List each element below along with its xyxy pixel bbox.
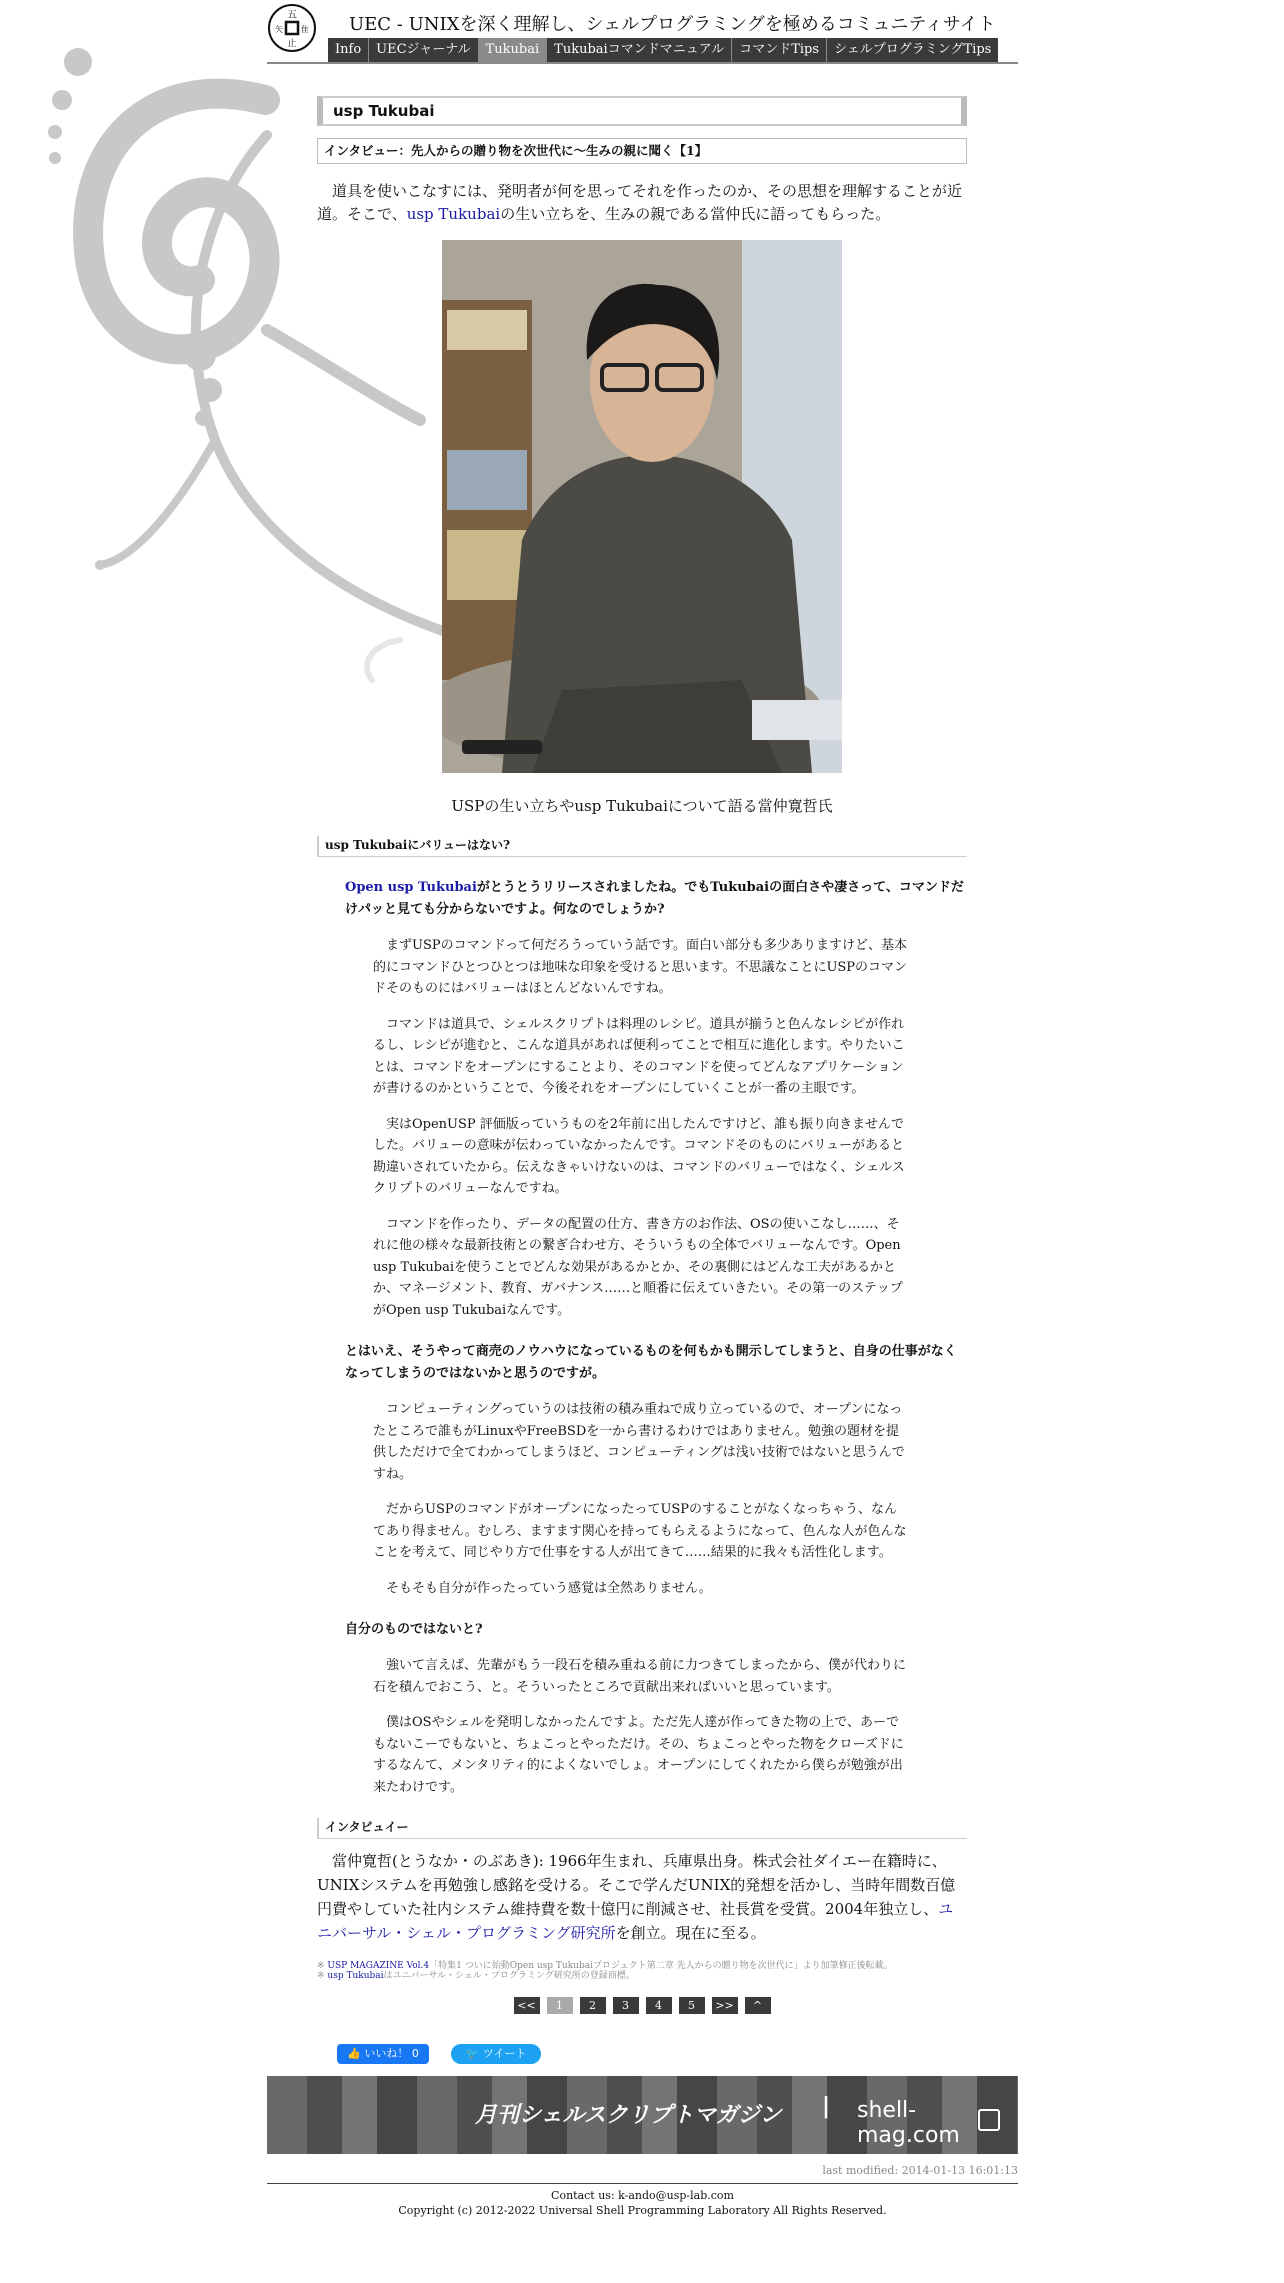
- profile-text-1: 當仲寛哲(とうなか・のぶあき): 1966年生まれ、兵庫県出身。株式会社ダイエー在籍時に、UNIXシステムを再勉強し感銘を受ける。そこで学んだUNIX的発想を活かし、当時年間数百億円費やしていた社内システム維持費を数十億円に削減させ、社長賞を受賞。2004年独立し、: [317, 1852, 956, 1918]
- footer-contact: Contact us: k-ando@usp-lab.com: [551, 2189, 734, 2202]
- site-logo[interactable]: [267, 3, 317, 53]
- answer-paragraph: 強いて言えば、先輩がもう一段石を積み重ねる前に力つきてしまったから、僕が代わりに石を積んでおこう、と。そういったところで貢献出来ればいいと思っています。: [373, 1658, 907, 1695]
- profile-text-2: を創立。現在に至る。: [615, 1924, 766, 1942]
- like-label: いいね！ 0: [364, 2047, 419, 2060]
- last-modified: last modified: 2014-01-13 16:01:13: [822, 2164, 1018, 2177]
- answer-paragraph: 僕はOSやシェルを発明しなかったんですよ。ただ先人達が作ってきた物の上で、あーでもないこーでもないと、ちょこっとやっただけ。その、ちょこっとやった物をクローズドにするなんて、メンタリティ的によくないでしょ。オープンにしてくれたから僕らが勉強が出来たわけです。: [373, 1715, 904, 1795]
- twitter-bird-icon: 🐦: [465, 2047, 483, 2060]
- answer-paragraph: コマンドを作ったり、データの配置の仕方、書き方のお作法、OSの使いこなし……、それに他の様々な最新技術との繋ぎ合わせ方、そういうもの全体でバリューなんです。Open usp Tukubaiを使うことでどんな効果があるかとか、その裏側にはどんな工夫があるかとか、マネージメント、教育、ガバナンス……と順番に伝えていきたい。その第一のステップがOpen usp Tukubaiなんです。: [373, 1216, 903, 1318]
- svg-text:隹: 隹: [301, 25, 309, 34]
- footer-copyright: Copyright (c) 2012-2022 Universal Shell Programming Laboratory All Rights Reserved.: [398, 2204, 887, 2217]
- pager-last[interactable]: >>: [712, 1997, 738, 2014]
- pagination: [317, 1997, 967, 2014]
- photo-caption: USPの生い立ちやusp Tukubaiについて語る當仲寛哲氏: [451, 797, 833, 815]
- banner-magazine-name: 月刊シェルスクリプトマガジン: [475, 2103, 782, 2128]
- footnote-text: はユニバーサル・シェル・プログラミング研究所の登録商標。: [383, 1971, 635, 1981]
- banner-separator: |: [822, 2094, 831, 2119]
- footnote-mark: ※: [317, 1971, 328, 1981]
- site-header: [267, 0, 1018, 64]
- interviewee-profile: [317, 1849, 967, 1945]
- nav-command-tips[interactable]: コマンドTips: [731, 38, 826, 62]
- external-link-icon: [978, 2109, 1000, 2131]
- link-usp-lab[interactable]: ユニバーサル・シェル・プログラミング研究所: [317, 1900, 954, 1942]
- main-content: [317, 96, 1018, 2218]
- pager-top[interactable]: ^: [745, 1997, 771, 2014]
- nav-tukubai[interactable]: Tukubai: [478, 38, 547, 62]
- nav-tukubai-manual[interactable]: Tukubaiコマンドマニュアル: [546, 38, 731, 62]
- site-title: UEC - UNIXを深く理解し、シェルプログラミングを極めるコミュニティサイト: [349, 14, 996, 35]
- link-open-usp-tukubai[interactable]: Open usp Tukubai: [345, 880, 477, 895]
- tweet-button[interactable]: [451, 2044, 541, 2064]
- tweet-label: ツイート: [482, 2047, 527, 2060]
- svg-text:止: 止: [287, 39, 297, 49]
- svg-text:矢: 矢: [275, 25, 283, 34]
- thumbs-up-icon: 👍: [347, 2047, 365, 2060]
- link-usp-magazine[interactable]: USP MAGAZINE Vol.4: [327, 1961, 430, 1971]
- answer-paragraph: コンピューティングっていうのは技術の積み重ねで成り立っているので、オープンになったところで誰もがLinuxやFreeBSDを一から書けるわけではありません。勉強の題材を提供しただけで全てわかってしまうほど、コンピューティングは浅い技術ではないと思うんですね。: [373, 1402, 905, 1482]
- lead-paragraph: [317, 180, 967, 226]
- answer-paragraph: コマンドは道具で、シェルスクリプトは料理のレシピ。道具が揃うと色んなレシピが作れるし、レシピが進むと、こんな道具があれば便利ってことで相互に進化します。やりたいことは、コマンドをオープンにすることより、そのコマンドを使ってどんなアプリケーションが書けるのかということで、今後それをオープンにしていくことが一番の主眼です。: [373, 1016, 905, 1096]
- pager-page-2[interactable]: 2: [580, 1997, 606, 2014]
- question-3: 自分のものではないと?: [345, 1622, 483, 1637]
- section-heading-value: usp Tukubaiにバリューはない?: [317, 836, 967, 857]
- nav-info[interactable]: Info: [335, 42, 362, 57]
- footnote-text: 「特集1 ついに始動Open usp Tukubaiプロジェクト第二章 先人からの贈り物を次世代に」より加筆修正後転載。: [429, 1961, 893, 1971]
- footnotes: [317, 1961, 967, 1981]
- facebook-like-button[interactable]: [337, 2044, 429, 2064]
- interview-photo: [442, 240, 842, 773]
- answer-paragraph: そもそも自分が作ったっていう感覚は全然ありません。: [386, 1580, 712, 1596]
- pager-page-4[interactable]: 4: [646, 1997, 672, 2014]
- page-title: usp Tukubai: [317, 96, 967, 126]
- shell-mag-banner[interactable]: [267, 2076, 1018, 2154]
- answer-paragraph: だからUSPのコマンドがオープンになったってUSPのすることがなくなっちゃう、なんてあり得ません。むしろ、ますます関心を持ってもらえるようになって、色んな人が色んなことを考えて、同じやり方で仕事をする人が出てきて……結果的に我々も活性化します。: [373, 1502, 907, 1560]
- banner-domain: shell-mag.com: [857, 2098, 960, 2148]
- pager-page-1[interactable]: 1: [547, 1997, 573, 2014]
- pager-page-5[interactable]: 5: [679, 1997, 705, 2014]
- social-buttons: [337, 2044, 967, 2064]
- svg-text:五: 五: [287, 10, 297, 21]
- question-2: とはいえ、そうやって商売のノウハウになっているものを何もかも開示してしまうと、自身の仕事がなくなってしまうのではないかと思うのですが。: [345, 1344, 957, 1381]
- footnote: [317, 1961, 967, 1971]
- answer-paragraph: 実はOpenUSP 評価版っていうものを2年前に出したんですけど、誰も振り向きませんでした。バリューの意味が伝わっていなかったんです。コマンドそのものにバリューがあると勘違いされていたから。伝えなきゃいけないのは、コマンドのバリューではなく、シェルスクリプトのバリューなんですね。: [373, 1116, 905, 1196]
- site-footer: [267, 2183, 1018, 2218]
- footnote-mark: ※: [317, 1961, 328, 1971]
- lead-text-2: の生い立ちを、生みの親である當仲氏に語ってもらった。: [500, 205, 891, 223]
- nav-uec-journal[interactable]: UECジャーナル: [368, 38, 477, 62]
- article-title: インタビュー：先人からの贈り物を次世代に〜生みの親に聞く【1】: [317, 138, 967, 164]
- footnote: [317, 1971, 967, 1981]
- link-usp-tukubai-note[interactable]: usp Tukubai: [327, 1971, 384, 1981]
- lead-link-usp-tukubai[interactable]: usp Tukubai: [406, 205, 501, 223]
- pager-first[interactable]: <<: [514, 1997, 540, 2014]
- pager-page-3[interactable]: 3: [613, 1997, 639, 2014]
- nav-shell-tips[interactable]: シェルプログラミングTips: [826, 38, 998, 62]
- page-wrapper: [267, 0, 1018, 2218]
- main-nav: [328, 38, 998, 62]
- question-1-text: がとうとうリリースされましたね。でもTukubaiの面白さや凄さって、コマンドだけパッと見ても分からないですよ。何なのでしょうか?: [345, 880, 964, 917]
- section-heading-interviewee: インタビュイー: [317, 1818, 967, 1839]
- lead-text-1: 道具を使いこなすには、発明者が何を思ってそれを作ったのか、その思想を理解することが近道。そこで、: [317, 182, 963, 223]
- answer-paragraph: まずUSPのコマンドって何だろうっていう話です。面白い部分も多少ありますけど、基本的にコマンドひとつひとつは地味な印象を受けると思います。不思議なことにUSPのコマンドそのものにはバリューはほとんどないんですね。: [373, 938, 908, 996]
- question-1: [345, 877, 965, 921]
